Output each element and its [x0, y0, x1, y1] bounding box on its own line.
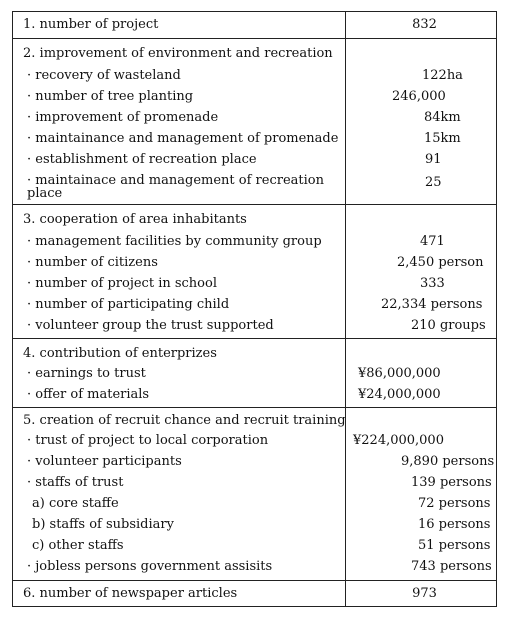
section-3-heading-row — [13, 210, 496, 230]
section-6-heading: 6. number of newspaper articles — [23, 586, 238, 601]
item-value: 2,450 person — [397, 255, 484, 270]
item-label: · number of participating child — [27, 297, 230, 312]
item-value: 15km — [424, 131, 461, 146]
item-value: 333 — [420, 276, 445, 291]
section-1-value: 832 — [412, 17, 437, 32]
section-1-row — [13, 15, 496, 35]
table-row — [13, 232, 496, 252]
item-label: · volunteer group the trust supported — [27, 318, 274, 333]
table-row — [13, 108, 496, 128]
table-row — [13, 173, 496, 201]
section-divider — [13, 38, 496, 39]
item-value: 84km — [424, 110, 461, 125]
section-divider — [13, 204, 496, 205]
section-4-heading-row — [13, 344, 496, 364]
section-6-row — [13, 584, 496, 604]
table-row — [13, 473, 496, 493]
table-row — [13, 494, 496, 514]
item-label: · earnings to trust — [27, 366, 146, 381]
item-value: ¥224,000,000 — [353, 433, 444, 448]
table-row — [13, 536, 496, 556]
item-value: 91 — [425, 152, 442, 167]
item-label: · jobless persons government assisits — [27, 559, 273, 574]
item-value: 72 persons — [418, 496, 491, 511]
item-label: b) staffs of subsidiary — [32, 517, 174, 532]
item-label: · offer of materials — [27, 387, 150, 402]
item-label: a) core staffe — [32, 496, 119, 511]
section-1-heading: 1. number of project — [23, 17, 159, 32]
item-label: · staffs of trust — [27, 475, 124, 490]
table-row — [13, 515, 496, 535]
item-label: · improvement of promenade — [27, 110, 219, 125]
table-row — [13, 385, 496, 405]
item-label: · maintainace and management of recreation place — [27, 173, 324, 201]
section-3-heading: 3. cooperation of area inhabitants — [23, 212, 247, 227]
item-value: 22,334 persons — [381, 297, 483, 312]
item-label: · number of project in school — [27, 276, 217, 291]
item-label: · management facilities by community group — [27, 234, 322, 249]
table-row — [13, 150, 496, 170]
table-row — [13, 274, 496, 294]
item-value: 16 persons — [418, 517, 491, 532]
table-row — [13, 364, 496, 384]
statistics-table — [12, 11, 497, 607]
table-row — [13, 253, 496, 273]
table-row — [13, 557, 496, 577]
item-value: 9,890 persons — [401, 454, 495, 469]
item-value: 25 — [425, 175, 442, 190]
table-row — [13, 129, 496, 149]
item-label: c) other staffs — [32, 538, 124, 553]
item-label: · number of citizens — [27, 255, 158, 270]
section-5-heading-row — [13, 411, 496, 431]
item-label: · establishment of recreation place — [27, 152, 257, 167]
item-value: 246,000 — [392, 89, 446, 104]
table-row — [13, 431, 496, 451]
item-value: 743 persons — [411, 559, 492, 574]
table-row — [13, 316, 496, 336]
item-value: 471 — [420, 234, 445, 249]
section-divider — [13, 338, 496, 339]
table-row — [13, 66, 496, 86]
item-label: · maintainance and management of promenade — [27, 131, 339, 146]
item-label: · volunteer participants — [27, 454, 182, 469]
item-value: 139 persons — [411, 475, 492, 490]
section-4-heading: 4. contribution of enterprizes — [23, 346, 217, 361]
section-6-value: 973 — [412, 586, 437, 601]
item-value: 210 groups — [411, 318, 486, 333]
table-row — [13, 295, 496, 315]
table-row — [13, 87, 496, 107]
item-value: ¥86,000,000 — [358, 366, 441, 381]
item-label: · trust of project to local corporation — [27, 433, 269, 448]
item-value: ¥24,000,000 — [358, 387, 441, 402]
item-value: 51 persons — [418, 538, 491, 553]
item-value: 122ha — [422, 68, 463, 83]
table-row — [13, 452, 496, 472]
section-2-heading-row — [13, 44, 496, 64]
section-5-heading: 5. creation of recruit chance and recruit training — [23, 413, 346, 428]
section-divider — [13, 580, 496, 581]
item-label: · recovery of wasteland — [27, 68, 181, 83]
item-label: · number of tree planting — [27, 89, 194, 104]
section-2-heading: 2. improvement of environment and recreation — [23, 46, 333, 61]
section-divider — [13, 407, 496, 408]
